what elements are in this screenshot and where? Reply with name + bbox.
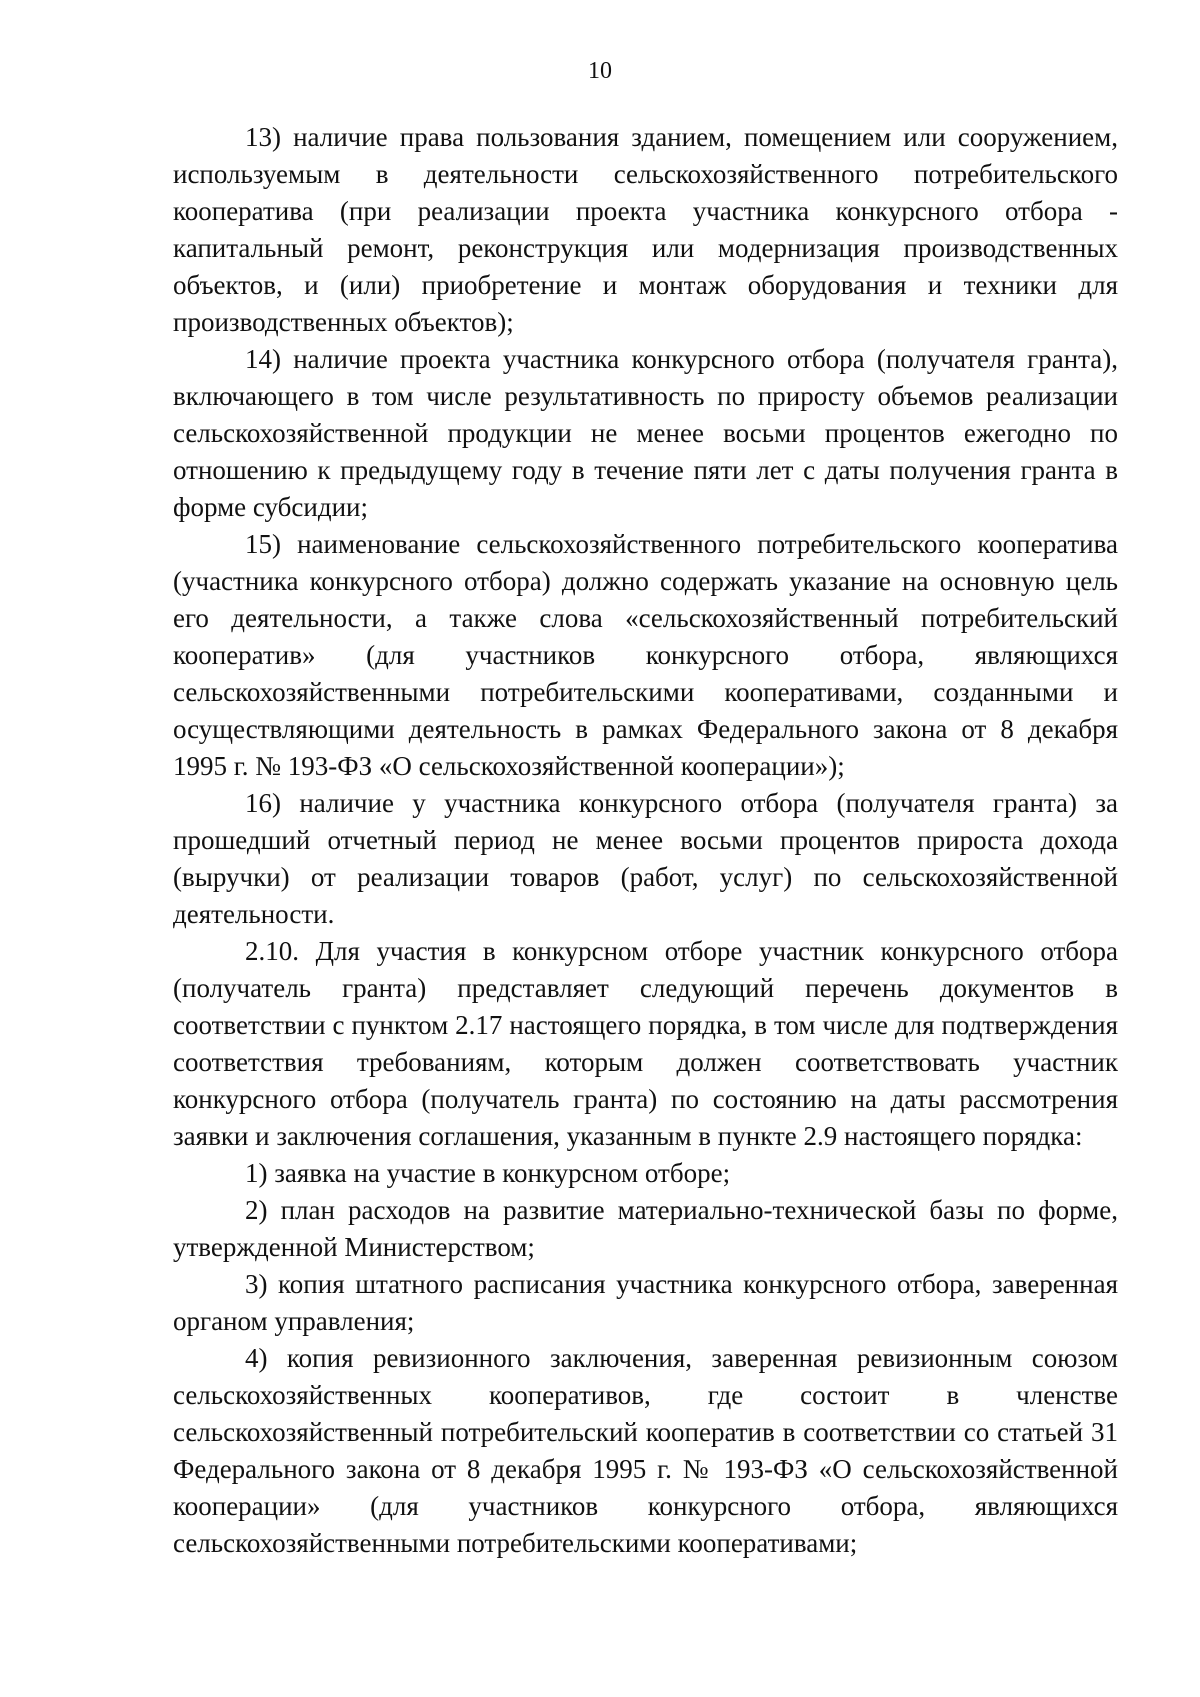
paragraph-doc-1: 1) заявка на участие в конкурсном отборе;	[245, 1158, 731, 1188]
paragraph-item-14: 14) наличие проекта участника конкурсного отбора (получателя гранта), включающего в том числе результативность по приросту объемов реализации сельскохозяйственной продукции не менее восьми процентов ежегодно по отношению к предыдущему году в течение пяти лет с даты получения гранта в форме субсидии;	[173, 344, 1118, 522]
paragraph-doc-3: 3) копия штатного расписания участника конкурсного отбора, заверенная органом управления;	[173, 1269, 1118, 1336]
paragraph-doc-2: 2) план расходов на развитие материально-технической базы по форме, утвержденной Министерством;	[173, 1195, 1118, 1262]
paragraph-section-2-10: 2.10. Для участия в конкурсном отборе участник конкурсного отбора (получатель гранта) представляет следующий перечень документов в соответствии с пунктом 2.17 настоящего порядка, в том числе для подтверждения соответствия требованиям, которым должен соответствовать участник конкурсного отбора (получатель гранта) по состоянию на даты рассмотрения заявки и заключения соглашения, указанным в пункте 2.9 настоящего порядка:	[173, 936, 1118, 1151]
document-body	[173, 119, 1118, 1562]
page-number: 10	[588, 58, 612, 84]
paragraph-item-13: 13) наличие права пользования зданием, помещением или сооружением, используемым в деятельности сельскохозяйственного потребительского кооператива (при реализации проекта участника конкурсного отбора - капитальный ремонт, реконструкция или модернизация производственных объектов, и (или) приобретение и монтаж оборудования и техники для производственных объектов);	[173, 122, 1118, 337]
paragraph-doc-4: 4) копия ревизионного заключения, заверенная ревизионным союзом сельскохозяйственных кооперативов, где состоит в членстве сельскохозяйственный потребительский кооператив в соответствии со статьей 31 Федерального закона от 8 декабря 1995 г. № 193-ФЗ «О сельскохозяйственной кооперации» (для участников конкурсного отбора, являющихся сельскохозяйственными потребительскими кооперативами;	[173, 1343, 1118, 1558]
paragraph-item-15: 15) наименование сельскохозяйственного потребительского кооператива (участника конкурсного отбора) должно содержать указание на основную цель его деятельности, а также слова «сельскохозяйственный потребительский кооператив» (для участников конкурсного отбора, являющихся сельскохозяйственными потребительскими кооперативами, созданными и осуществляющими деятельность в рамках Федерального закона от 8 декабря 1995 г. № 193-ФЗ «О сельскохозяйственной кооперации»);	[173, 529, 1118, 781]
paragraph-item-16: 16) наличие у участника конкурсного отбора (получателя гранта) за прошедший отчетный период не менее восьми процентов прироста дохода (выручки) от реализации товаров (работ, услуг) по сельскохозяйственной деятельности.	[173, 788, 1118, 929]
